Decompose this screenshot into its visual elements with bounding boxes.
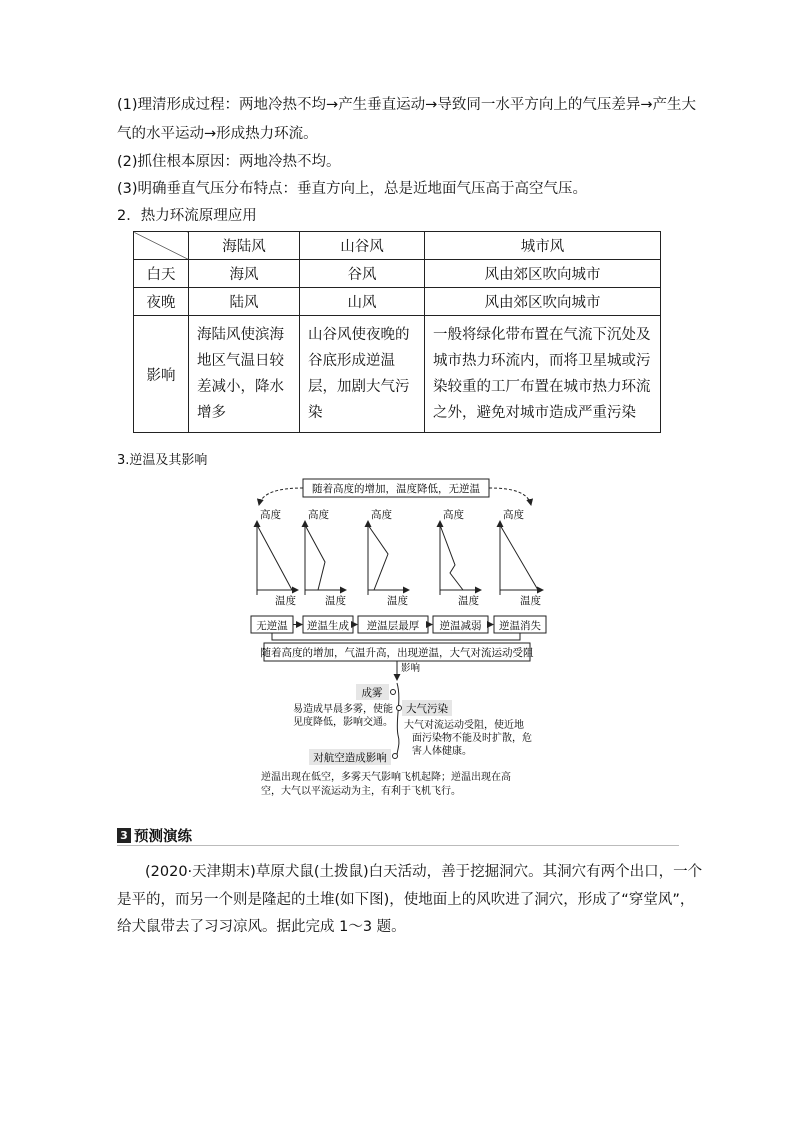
dashed-arrow-right [489,488,531,505]
pollution-desc-2: 面污染物不能及时扩散，危 [412,733,532,744]
practice-para-line-3: 给犬鼠带去了习习凉风。据此完成 1～3 题。 [117,919,406,935]
svg-text:高度: 高度 [443,509,464,521]
intro-line-2: 气的水平运动→形成热力环流。 [117,126,318,142]
table-header: 海陆风 [189,232,300,260]
intro-line-4: (3)明确垂直气压分布特点：垂直方向上，总是近地面气压高于高空气压。 [117,181,588,197]
table-cell: 陆风 [189,288,300,316]
svg-text:温度: 温度 [275,595,296,607]
pollution-desc-3: 害人体健康。 [412,746,472,757]
section-badge: 3 [117,828,131,843]
stage-label: 无逆温 [256,620,288,632]
svg-text:高度: 高度 [260,509,281,521]
profile-graph-inversion-forming [305,508,346,607]
impact-connector [397,683,399,758]
section-title: 预测演练 [134,829,192,845]
dashed-arrow-left [259,488,303,505]
profile-graph-dissipated [500,508,543,607]
table-cell: 风由郊区吹向城市 [425,260,661,288]
table-cell: 海陆风使滨海地区气温日较差减小，降水增多 [189,316,300,433]
profile-graph-thickest [368,508,409,607]
fog-desc-2: 见度降低，影响交通。 [293,717,393,728]
aviation-label: 对航空造成影响 [313,752,387,764]
table-cell: 谷风 [300,260,425,288]
practice-para-line-2: 是平的，而另一个则是隆起的土堆(如下图)，使地面上的风吹进了洞穴，形成了“穿堂风”， [117,892,695,908]
fog-desc-1: 易造成早晨多雾，使能 [293,704,393,715]
aviation-desc-2: 空，大气以平流运动为主，有利于飞机飞行。 [261,786,461,797]
heading-2: 2．热力环流原理应用 [117,208,257,224]
stage-boxes [251,616,546,633]
table-header: 山谷风 [300,232,425,260]
practice-para-line-1: (2020·天津期末)草原犬鼠(土拨鼠)白天活动，善于挖掘洞穴。其洞穴有两个出口，一个 [145,864,703,880]
intro-line-3: (2)抓住根本原因：两地冷热不均。 [117,154,341,170]
profile-graph-no-inversion [257,508,298,607]
stage-label: 逆温消失 [499,620,541,632]
table-cell: 风由郊区吹向城市 [425,288,661,316]
table-header: 城市风 [425,232,661,260]
svg-text:高度: 高度 [308,509,329,521]
section-divider [117,845,679,846]
svg-text:高度: 高度 [503,509,524,521]
svg-text:温度: 温度 [458,595,479,607]
table-cell: 山风 [300,288,425,316]
table-cell: 一般将绿化带布置在气流下沉处及城市热力环流内，而将卫星城或污染较重的工厂布置在城市热力环流之外，避免对城市造成严重污染 [425,316,661,433]
fog-label: 成雾 [361,687,383,699]
pollution-label: 大气污染 [406,703,448,715]
row-label: 白天 [134,260,189,288]
stage-label: 逆温减弱 [439,620,482,632]
svg-text:温度: 温度 [325,595,346,607]
row-label: 影响 [134,316,189,433]
aviation-desc-1: 逆温出现在低空，多雾天气影响飞机起降；逆温出现在高 [261,772,511,783]
svg-text:高度: 高度 [371,509,392,521]
table-cell: 海风 [189,260,300,288]
top-box-text: 随着高度的增加，温度降低，无逆温 [312,483,480,495]
profile-graph-weakening [440,508,481,607]
stage-label: 逆温层最厚 [366,620,420,632]
svg-text:温度: 温度 [520,595,541,607]
pollution-desc-1: 大气对流运动受阻，使近地 [404,720,524,731]
summary-text: 随着高度的增加，气温升高，出现逆温，大气对流运动受阻 [260,647,534,659]
svg-text:温度: 温度 [387,595,408,607]
row-label: 夜晚 [134,288,189,316]
table-cell: 山谷风使夜晚的谷底形成逆温层，加剧大气污染 [300,316,425,433]
influence-label: 影响 [401,663,421,674]
heading-3: 3.逆温及其影响 [117,453,208,468]
stage-label: 逆温生成 [307,620,349,632]
intro-line-1: (1)理清形成过程：两地冷热不均→产生垂直运动→导致同一水平方向上的气压差异→产生大 [117,97,696,113]
